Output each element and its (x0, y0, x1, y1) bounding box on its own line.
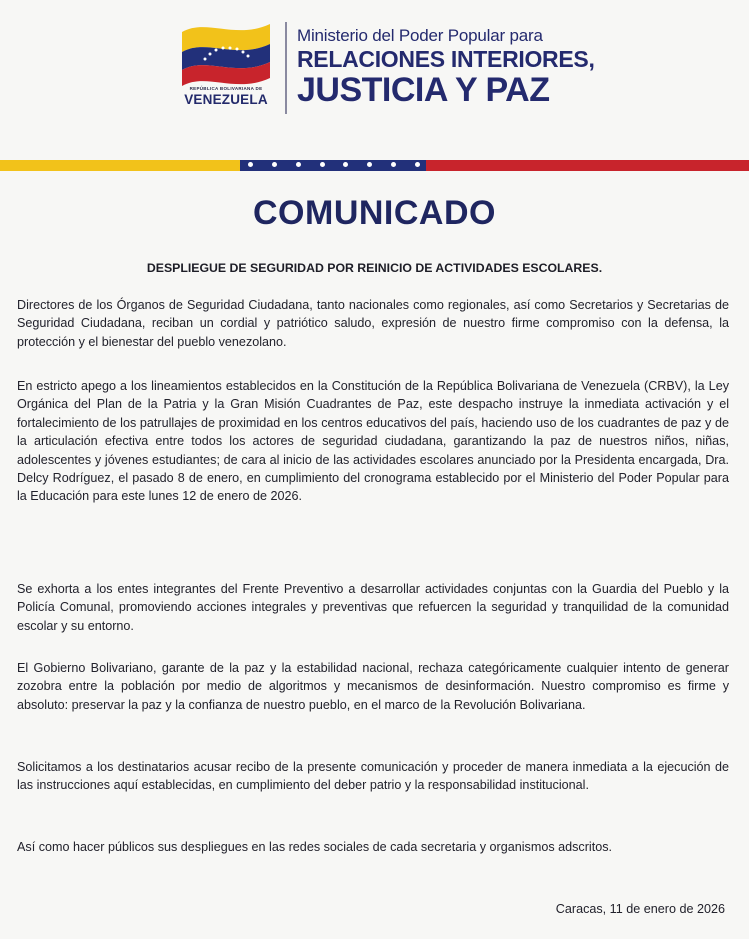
paragraph-1: Directores de los Órganos de Seguridad Ciudadana, tanto nacionales como regionales, así como Secretarios y Secretarias de Seguridad Ciudadana, reciban un cordial y patriótico saludo, expresión de nuestro firme compromiso con la defensa, la protección y el bienestar del pueblo venezolano. (17, 298, 729, 349)
star-icon (320, 162, 325, 167)
paragraph-5: Solicitamos a los destinatarios acusar recibo de la presente comunicación y proceder de manera inmediata a la ejecución de las instrucciones aquí establecidas, en cumplimiento del deber patrio y la responsabilidad institucional. (17, 760, 729, 793)
ministry-line-2: RELACIONES INTERIORES, (297, 46, 595, 72)
paragraph-6: Así como hacer públicos sus despliegues en las redes sociales de cada secretaria y organismos adscritos. (17, 840, 613, 854)
paragraph-2: En estricto apego a los lineamientos establecidos en la Constitución de la República Bolivariana de Venezuela (CRBV), la Ley Orgánica del Plan de la Patria y la Gran Misión Cuadrantes de Paz, este despacho instruye la inmediata activación y el fortalecimiento de los patrullajes de proximidad en los centros educativos del país, haciendo uso de los cuadrantes de paz y de la articulación efectiva entre todos los actores de seguridad ciudadana, garantizando la paz de nuestros niños, niñas, adolescentes y jóvenes estudiantes; de cara al inicio de las actividades escolares anunciado por la Presidenta encargada, Dra. Delcy Rodríguez, el pasado 8 de enero, en cumplimiento del cronograma establecido por el Ministerio del Poder Popular para la Educación para este lunes 12 de enero de 2026. (17, 379, 729, 504)
tricolor-band (0, 160, 749, 171)
band-red (426, 160, 749, 171)
letterhead (0, 0, 749, 160)
band-yellow (0, 160, 240, 171)
document-subtitle: DESPLIEGUE DE SEGURIDAD POR REINICIO DE ACTIVIDADES ESCOLARES. (146, 261, 603, 275)
star-icon (367, 162, 372, 167)
republic-label: REPÚBLICA BOLIVARIANA DE (189, 86, 263, 91)
country-label: VENEZUELA (184, 92, 268, 107)
star-icon (272, 162, 277, 167)
ministry-name (297, 26, 717, 108)
star-icon (415, 162, 420, 167)
star-icon (296, 162, 301, 167)
star-icon (391, 162, 396, 167)
paragraph-3: Se exhorta a los entes integrantes del Frente Preventivo a desarrollar actividades conjuntas con la Guardia del Pueblo y la Policía Comunal, promoviendo acciones integrales y preventivas que refuercen la seguridad y tranquilidad de la comunidad escolar y su entorno. (17, 582, 729, 633)
ministry-line-3: JUSTICIA Y PAZ (297, 71, 550, 109)
paragraph-4: El Gobierno Bolivariano, garante de la paz y la estabilidad nacional, rechaza categóricamente cualquier intento de generar zozobra entre la población por medio de algoritmos y mecanismos de desinformación. Nuestro compromiso es firme y absoluto: preservar la paz y la confianza de nuestro pueblo, en el marco de la Revolución Bolivariana. (17, 661, 729, 712)
signoff-date: Caracas, 11 de enero de 2026 (555, 902, 725, 916)
venezuela-flag-logo (176, 18, 276, 88)
header-divider (285, 22, 287, 114)
flag-caption (176, 86, 276, 107)
band-stars (248, 162, 420, 169)
star-icon (248, 162, 253, 167)
ministry-line-1: Ministerio del Poder Popular para (297, 26, 543, 45)
star-icon (343, 162, 348, 167)
document-title: COMUNICADO (253, 194, 496, 232)
